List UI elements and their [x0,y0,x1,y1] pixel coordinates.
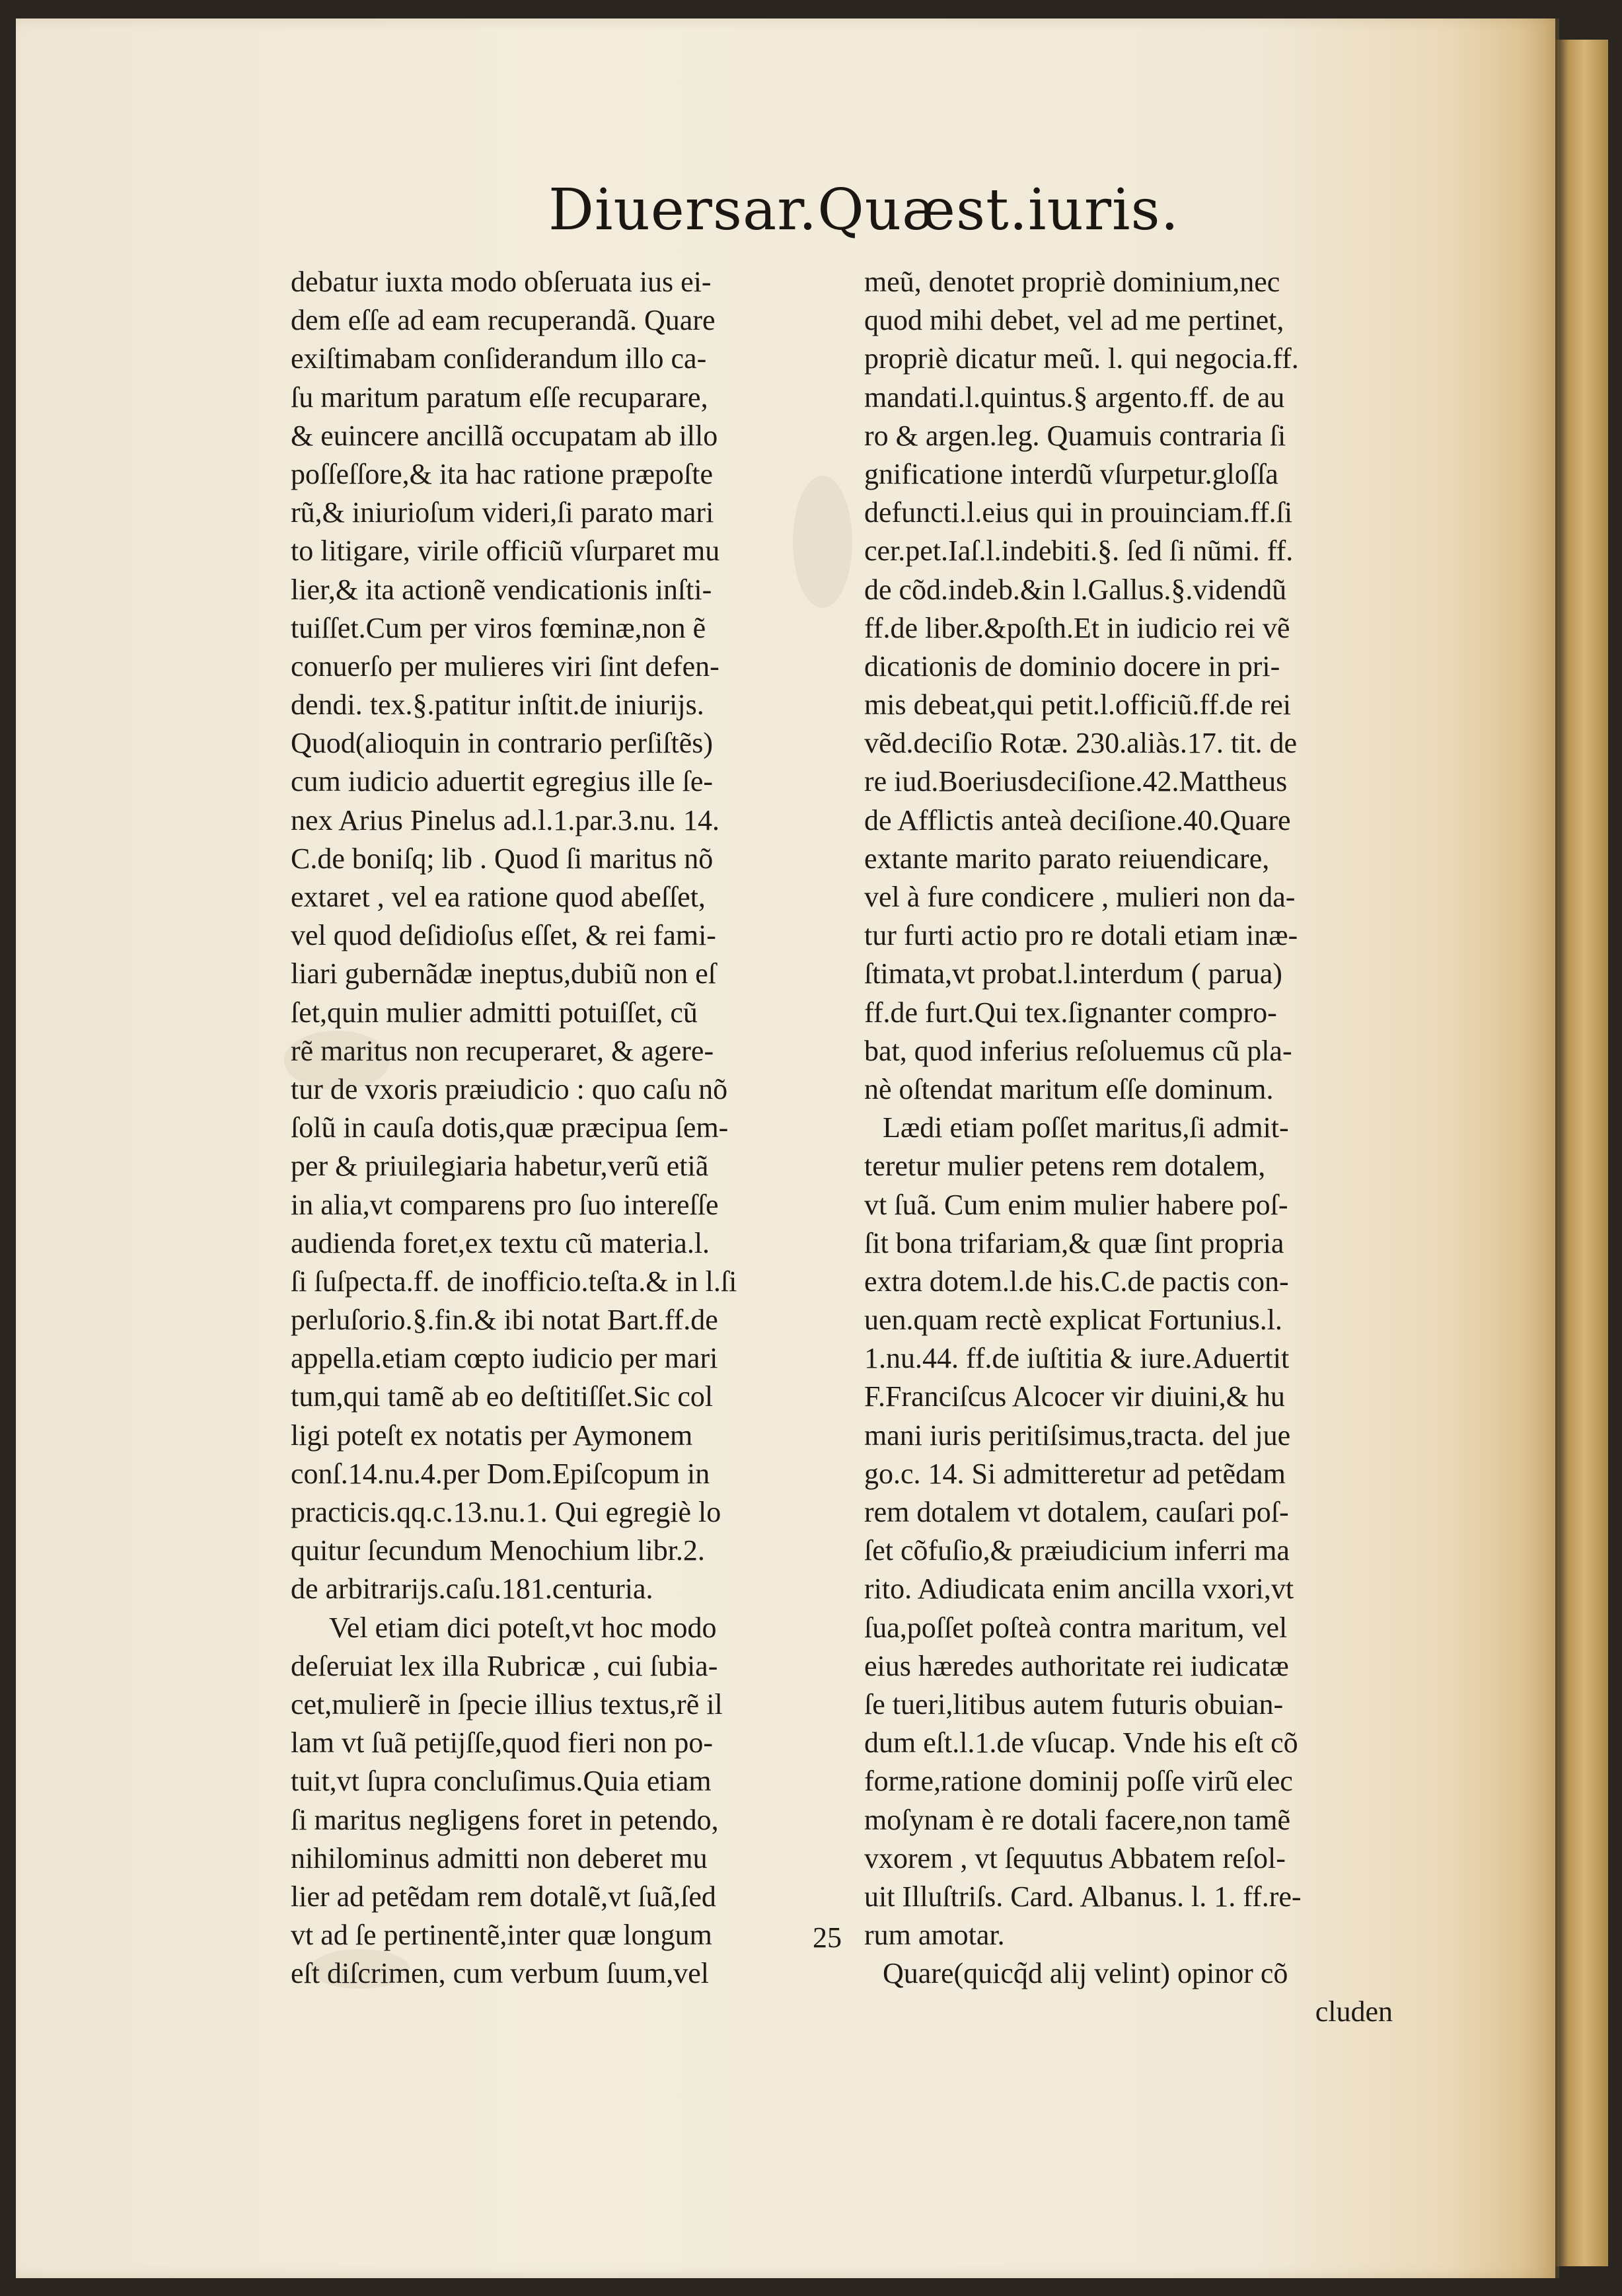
text-line: mani iuris peritiſsimus,tracta. del jue [864,1419,1291,1452]
text-line: dicationis de dominio docere in pri- [864,649,1280,683]
text-line: nihilominus admitti non deberet mu [291,1841,708,1874]
text-line: dendi. tex.§.patitur inſtit.de iniurijs. [291,688,704,722]
text-line: Quod(alioquin in contrario perſiſtẽs) [291,727,714,760]
text-line: rem dotalem vt dotalem, cauſari poſ- [864,1496,1289,1528]
text-line: go.c. 14. Si admitteretur ad petẽdam [864,1457,1286,1490]
text-line: F.Franciſcus Alcocer vir diuini,& hu [864,1380,1285,1413]
text-line: Vel etiam dici poteſt,vt hoc modo [329,1611,717,1644]
text-line: mandati.l.quintus.§ argento.ff. de au [864,381,1285,414]
text-line: tum,qui tamẽ ab eo deſtitiſſet.Sic col [291,1380,714,1413]
text-line: rẽ maritus non recuperaret, & agere- [291,1034,714,1067]
text-line: ſtimata,vt probat.l.interdum ( parua) [864,957,1282,990]
text-line: ſolũ in cauſa dotis,quæ præcipua ſem- [291,1111,729,1144]
text-line: 1.nu.44. ff.de iuſtitia & iure.Aduertit [864,1342,1290,1375]
running-header: Diuersar.Quæst.iuris. [548,177,1179,243]
text-line: mis debeat,qui petit.l.officiũ.ff.de rei [864,688,1291,722]
text-line: ſet cõfuſio,& præiudicium inferri ma [864,1534,1290,1567]
text-line: ſit bona trifariam,& quæ ſint propria [864,1226,1284,1259]
text-line: extante marito parato reiuendicare, [864,842,1270,875]
text-line: moſynam è re dotali facere,non tamẽ [864,1803,1291,1836]
text-line: cum iudicio aduertit egregius ille ſe- [291,765,714,798]
text-line: extra dotem.l.de his.C.de pactis con- [864,1265,1289,1298]
catchword: cluden [1315,1995,1393,2028]
text-line: rum amotar. [864,1919,1005,1952]
text-line: vel quod deſidioſus eſſet, & rei fami- [291,919,716,952]
text-line: cer.pet.Iaſ.l.indebiti.§. ſed ſi nũmi. ff. [864,535,1294,568]
text-line: vel à fure condicere , mulieri non da- [864,881,1296,913]
text-line: ligi poteſt ex notatis per Aymonem [291,1419,693,1452]
text-line: dum eſt.l.1.de vſucap. Vnde his eſt cõ [864,1726,1298,1759]
text-line: de cõd.indeb.&in l.Gallus.§.videndũ [864,573,1287,606]
text-line: ro & argen.leg. Quamuis contraria ſi [864,419,1286,452]
text-line: lam vt ſuã petijſſe,quod fieri non po- [291,1726,714,1759]
text-line: in alia,vt comparens pro ſuo intereſſe [291,1188,719,1221]
text-line: debatur iuxta modo obſeruata ius ei- [291,266,712,298]
text-line: de Afflictis anteà deciſione.40.Quare [864,803,1291,836]
text-line: perluſorio.§.fin.& ibi notat Bart.ff.de [291,1304,718,1337]
text-line: C.de boniſq; lib . Quod ſi maritus nõ [291,842,714,875]
text-line: propriè dicatur meũ. l. qui negocia.ff. [864,342,1299,375]
text-line: tur furti actio pro re dotali etiam inæ- [864,919,1298,952]
text-line: eius hæredes authoritate rei iudicatæ [864,1649,1289,1682]
text-line: extaret , vel ea ratione quod abeſſet, [291,881,706,913]
text-line: tur de vxoris præiudicio : quo caſu nõ [291,1072,728,1105]
text-line: meũ, denotet propriè dominium,nec [864,266,1280,298]
page-number: 25 [813,1921,842,1954]
text-line: tuiſſet.Cum per viros fœminæ,non ẽ [291,611,706,644]
text-line: ſe tueri,litibus autem futuris obuian- [864,1687,1284,1721]
text-line: lier,& ita actionẽ vendicationis inſti- [291,573,712,606]
text-line: dem eſſe ad eam recuperandã. Quare [291,304,716,337]
text-line: vxorem , vt ſequutus Abbatem reſol- [864,1841,1286,1874]
text-line: & euincere ancillã occupatam ab illo [291,419,718,452]
text-line: uen.quam rectè explicat Fortunius.l. [864,1304,1282,1337]
text-line: quod mihi debet, vel ad me pertinet, [864,304,1284,337]
text-line: poſſeſſore,& ita hac ratione præpoſte [291,457,714,490]
text-line: Lædi etiam poſſet maritus,ſi admit- [883,1111,1289,1144]
text-line: rito. Adiudicata enim ancilla vxori,vt [864,1573,1294,1606]
text-line: gnificatione interdũ vſurpetur.gloſſa [864,457,1278,490]
text-line: re iud.Boeriusdeciſione.42.Mattheus [864,765,1288,798]
text-line: ſi maritus negligens foret in petendo, [291,1803,719,1836]
text-line: liari gubernãdæ ineptus,dubiũ non eſ [291,957,716,990]
text-line: ff.de liber.&poſth.Et in iudicio rei vẽ [864,611,1290,644]
next-page-edge [1555,40,1608,2266]
text-line: eſt diſcrimen, cum verbum ſuum,vel [291,1957,709,1990]
text-line: ſu maritum paratum eſſe recuparare, [291,381,708,414]
text-line: vt ad ſe pertinentẽ,inter quæ longum [291,1919,712,1952]
text-line: vt ſuã. Cum enim mulier habere poſ- [864,1188,1288,1221]
text-line: quitur ſecundum Menochium libr.2. [291,1534,705,1567]
text-line: conſ.14.nu.4.per Dom.Epiſcopum in [291,1457,710,1490]
text-line: vẽd.deciſio Rotæ. 230.aliàs.17. tit. de [864,727,1298,760]
text-line: defuncti.l.eius qui in prouinciam.ff.ſi [864,496,1293,529]
text-line: ſet,quin mulier admitti potuiſſet, cũ [291,996,698,1029]
text-line: forme,ratione dominij poſſe virũ elec [864,1765,1293,1798]
text-line: Quare(quicq̃d alij velint) opinor cõ [883,1957,1288,1990]
page-gutter-shadow [1520,19,1559,2278]
text-line: per & priuilegiaria habetur,verũ etiã [291,1150,709,1183]
text-line: bat, quod inferius reſoluemus cũ pla- [864,1034,1292,1067]
text-line: lier ad petẽdam rem dotalẽ,vt ſuã,ſed [291,1880,716,1913]
text-line: exiſtimabam conſiderandum illo ca- [291,342,707,375]
text-line: de arbitrarijs.caſu.181.centuria. [291,1573,653,1606]
text-line: conuerſo per mulieres viri ſint defen- [291,649,719,683]
text-line: rũ,& iniurioſum videri,ſi parato mari [291,496,714,529]
text-line: audienda foret,ex textu cũ materia.l. [291,1226,710,1259]
text-line: ſua,poſſet poſteà contra maritum, vel [864,1611,1288,1644]
text-line: nè oſtendat maritum eſſe dominum. [864,1072,1274,1105]
text-line: ſi ſuſpecta.ff. de inofficio.teſta.& in l.ſi [291,1265,737,1298]
right-text-column [864,263,1393,2032]
text-line: nex Arius Pinelus ad.l.1.par.3.nu. 14. [291,803,719,836]
text-line: practicis.qq.c.13.nu.1. Qui egregiè lo [291,1496,721,1528]
text-line: deſeruiat lex illa Rubricæ , cui ſubia- [291,1649,718,1682]
text-line: to litigare, virile officiũ vſurparet mu [291,535,720,568]
text-line: ff.de furt.Qui tex.ſignanter compro- [864,996,1277,1029]
text-line: teretur mulier petens rem dotalem, [864,1150,1266,1183]
text-line: tuit,vt ſupra concluſimus.Quia etiam [291,1765,712,1798]
text-line: cet,mulierẽ in ſpecie illius textus,rẽ il [291,1687,723,1721]
left-text-column [291,263,813,1993]
text-line: uit Illuſtriſs. Card. Albanus. l. 1. ff.re- [864,1880,1302,1913]
text-line: appella.etiam cœpto iudicio per mari [291,1342,718,1375]
